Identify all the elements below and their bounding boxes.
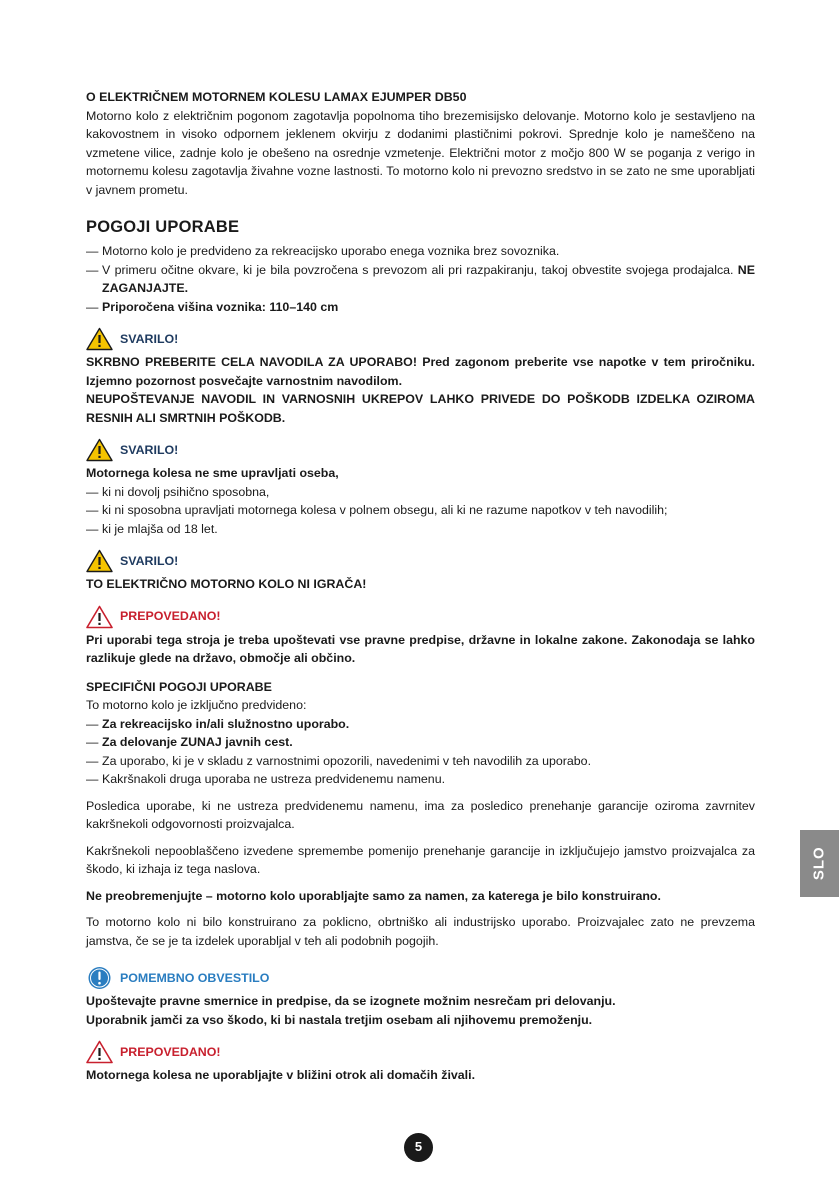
notice-text: Upoštevajte pravne smernice in predpise, da se izognete možnim nesrečam pri delovanju. [86, 994, 616, 1008]
warning-header [86, 438, 755, 462]
prohibited-triangle-icon [86, 605, 113, 629]
specific-paragraph: Posledica uporabe, ki ne ustreza predvidenemu namenu, ima za posledico prenehanje garancije oziroma zavrnitev kakršnekoli odgovornosti proizvajalca. [86, 798, 755, 831]
warning-text: SKRBNO PREBERITE CELA NAVODILA ZA UPORABO! Pred zagonom preberite vse napotke v tem priročniku. Izjemno pozornost posvečajte varnostnim navodilom. [86, 355, 755, 388]
intro-text: Motorno kolo z električnim pogonom zagotavlja popolnoma tiho brezemisijsko delovanje. Motorno kolo je sestavljeno na kakovostnem in visoko odpornem jeklenem okvirju z dodanimi plastičnimi pokrovi. Sprednje kolo je nameščeno na vzmetene vilice, zadnje kolo je obešeno na osrednje vzmetenje. Električni motor z močjo 800 W se poganja z verigo in motornemu kolesu zagotavlja živahne vozne lastnosti. To motorno kolo ni prevozno sredstvo in se zato ne sme uporabljati v javnem prometu. [86, 108, 755, 197]
page-number: 5 [404, 1133, 433, 1162]
list-item: — Za delovanje ZUNAJ javnih cest. [86, 733, 755, 752]
warning-label: SVARILO! [120, 331, 179, 346]
list-item: — ki ni dovolj psihično sposobna, [86, 483, 755, 502]
prohibited-label: PREPOVEDANO! [120, 609, 221, 624]
warning-header [86, 549, 755, 573]
conditions-list [86, 242, 755, 316]
prohibited-text: Pri uporabi tega stroja je treba upoštevati vse pravne predpise, državne in lokalne zakone. Zakonodaja se lahko razlikuje glede na državo, območje ali občino. [86, 632, 755, 665]
warning-text: NEUPOŠTEVANJE NAVODIL IN VARNOSNIH UKREPOV LAHKO PRIVEDE DO POŠKODB IZDELKA OZIROMA RESNIH ALI SMRTNIH POŠKODB. [86, 392, 755, 425]
notice-header [86, 966, 755, 990]
notice-text: Uporabnik jamči za vso škodo, ki bi nastala tretjim osebam ali njihovemu premoženju. [86, 1012, 593, 1027]
prohibited-header [86, 1040, 755, 1064]
list-item [86, 261, 755, 298]
notice-label: POMEMBNO OBVESTILO [120, 970, 270, 985]
prohibited-triangle-icon [86, 1040, 113, 1064]
list-item: — Motorno kolo je predvideno za rekreacijsko uporabo enega voznika brez sovoznika. [86, 242, 755, 261]
do-not-start-text: NE ZAGANJAJTE. [102, 262, 755, 295]
language-tab-label: SLO [810, 846, 828, 881]
specific-heading: SPECIFIČNI POGOJI UPORABE [86, 679, 272, 694]
warning-list [86, 483, 755, 539]
list-item: — Za rekreacijsko in/ali služnostno uporabo. [86, 715, 755, 734]
prohibited-label: PREPOVEDANO! [120, 1044, 221, 1059]
prohibited-header [86, 605, 755, 629]
list-item: — Za uporabo, ki je v skladu z varnostnimi opozorili, navedenimi v teh navodilih za uporabo. [86, 752, 755, 771]
warning-text: TO ELEKTRIČNO MOTORNO KOLO NI IGRAČA! [86, 577, 367, 591]
specific-paragraph: To motorno kolo ni bilo konstruirano za poklicno, obrtniško ali industrijsko uporabo. Proizvajalec zato ne prevzema jamstva, če se je ta izdelek uporabljal v teh ali podobnih pogojih. [86, 915, 755, 948]
warning-label: SVARILO! [120, 553, 179, 568]
warning-label: SVARILO! [120, 442, 179, 457]
list-item: — Priporočena višina voznika: 110–140 cm [86, 298, 755, 317]
specific-list [86, 715, 755, 789]
info-exclamation-icon [86, 966, 113, 990]
list-item: — ki ni sposobna upravljati motornega kolesa v polnem obsegu, ali ki ne razume napotkov v teh navodilih; [86, 501, 755, 520]
warning-header [86, 327, 755, 351]
language-tab [800, 830, 839, 897]
warning-triangle-icon [86, 549, 113, 573]
prohibited-text: Motornega kolesa ne uporabljajte v bližini otrok ali domačih živali. [86, 1068, 476, 1082]
list-item: — Kakršnakoli druga uporaba ne ustreza predvidenemu namenu. [86, 770, 755, 789]
list-item: — ki je mlajša od 18 let. [86, 520, 755, 539]
warning-triangle-icon [86, 327, 113, 351]
specific-lead: To motorno kolo je izključno predvideno: [86, 698, 307, 712]
specific-paragraph: Kakršnekoli nepooblaščeno izvedene spremembe pomenijo prenehanje garancije in izključujejo jamstvo proizvajalca za škodo, ki izhaja iz tega naslova. [86, 843, 755, 876]
warning-lead: Motornega kolesa ne sme upravljati oseba, [86, 466, 339, 480]
specific-paragraph: Ne preobremenjujte – motorno kolo uporabljajte samo za namen, za katerega je bilo konstruirano. [86, 888, 661, 903]
conditions-heading: POGOJI UPORABE [86, 218, 240, 236]
intro-title: O ELEKTRIČNEM MOTORNEM KOLESU LAMAX EJUMPER DB50 [86, 90, 467, 104]
warning-triangle-icon [86, 438, 113, 462]
manual-page [86, 88, 755, 1085]
conditions-item2-text: V primeru očitne okvare, ki je bila povzročena s prevozom ali pri razpakiranju, takoj obvestite svojega prodajalca. [102, 262, 738, 277]
